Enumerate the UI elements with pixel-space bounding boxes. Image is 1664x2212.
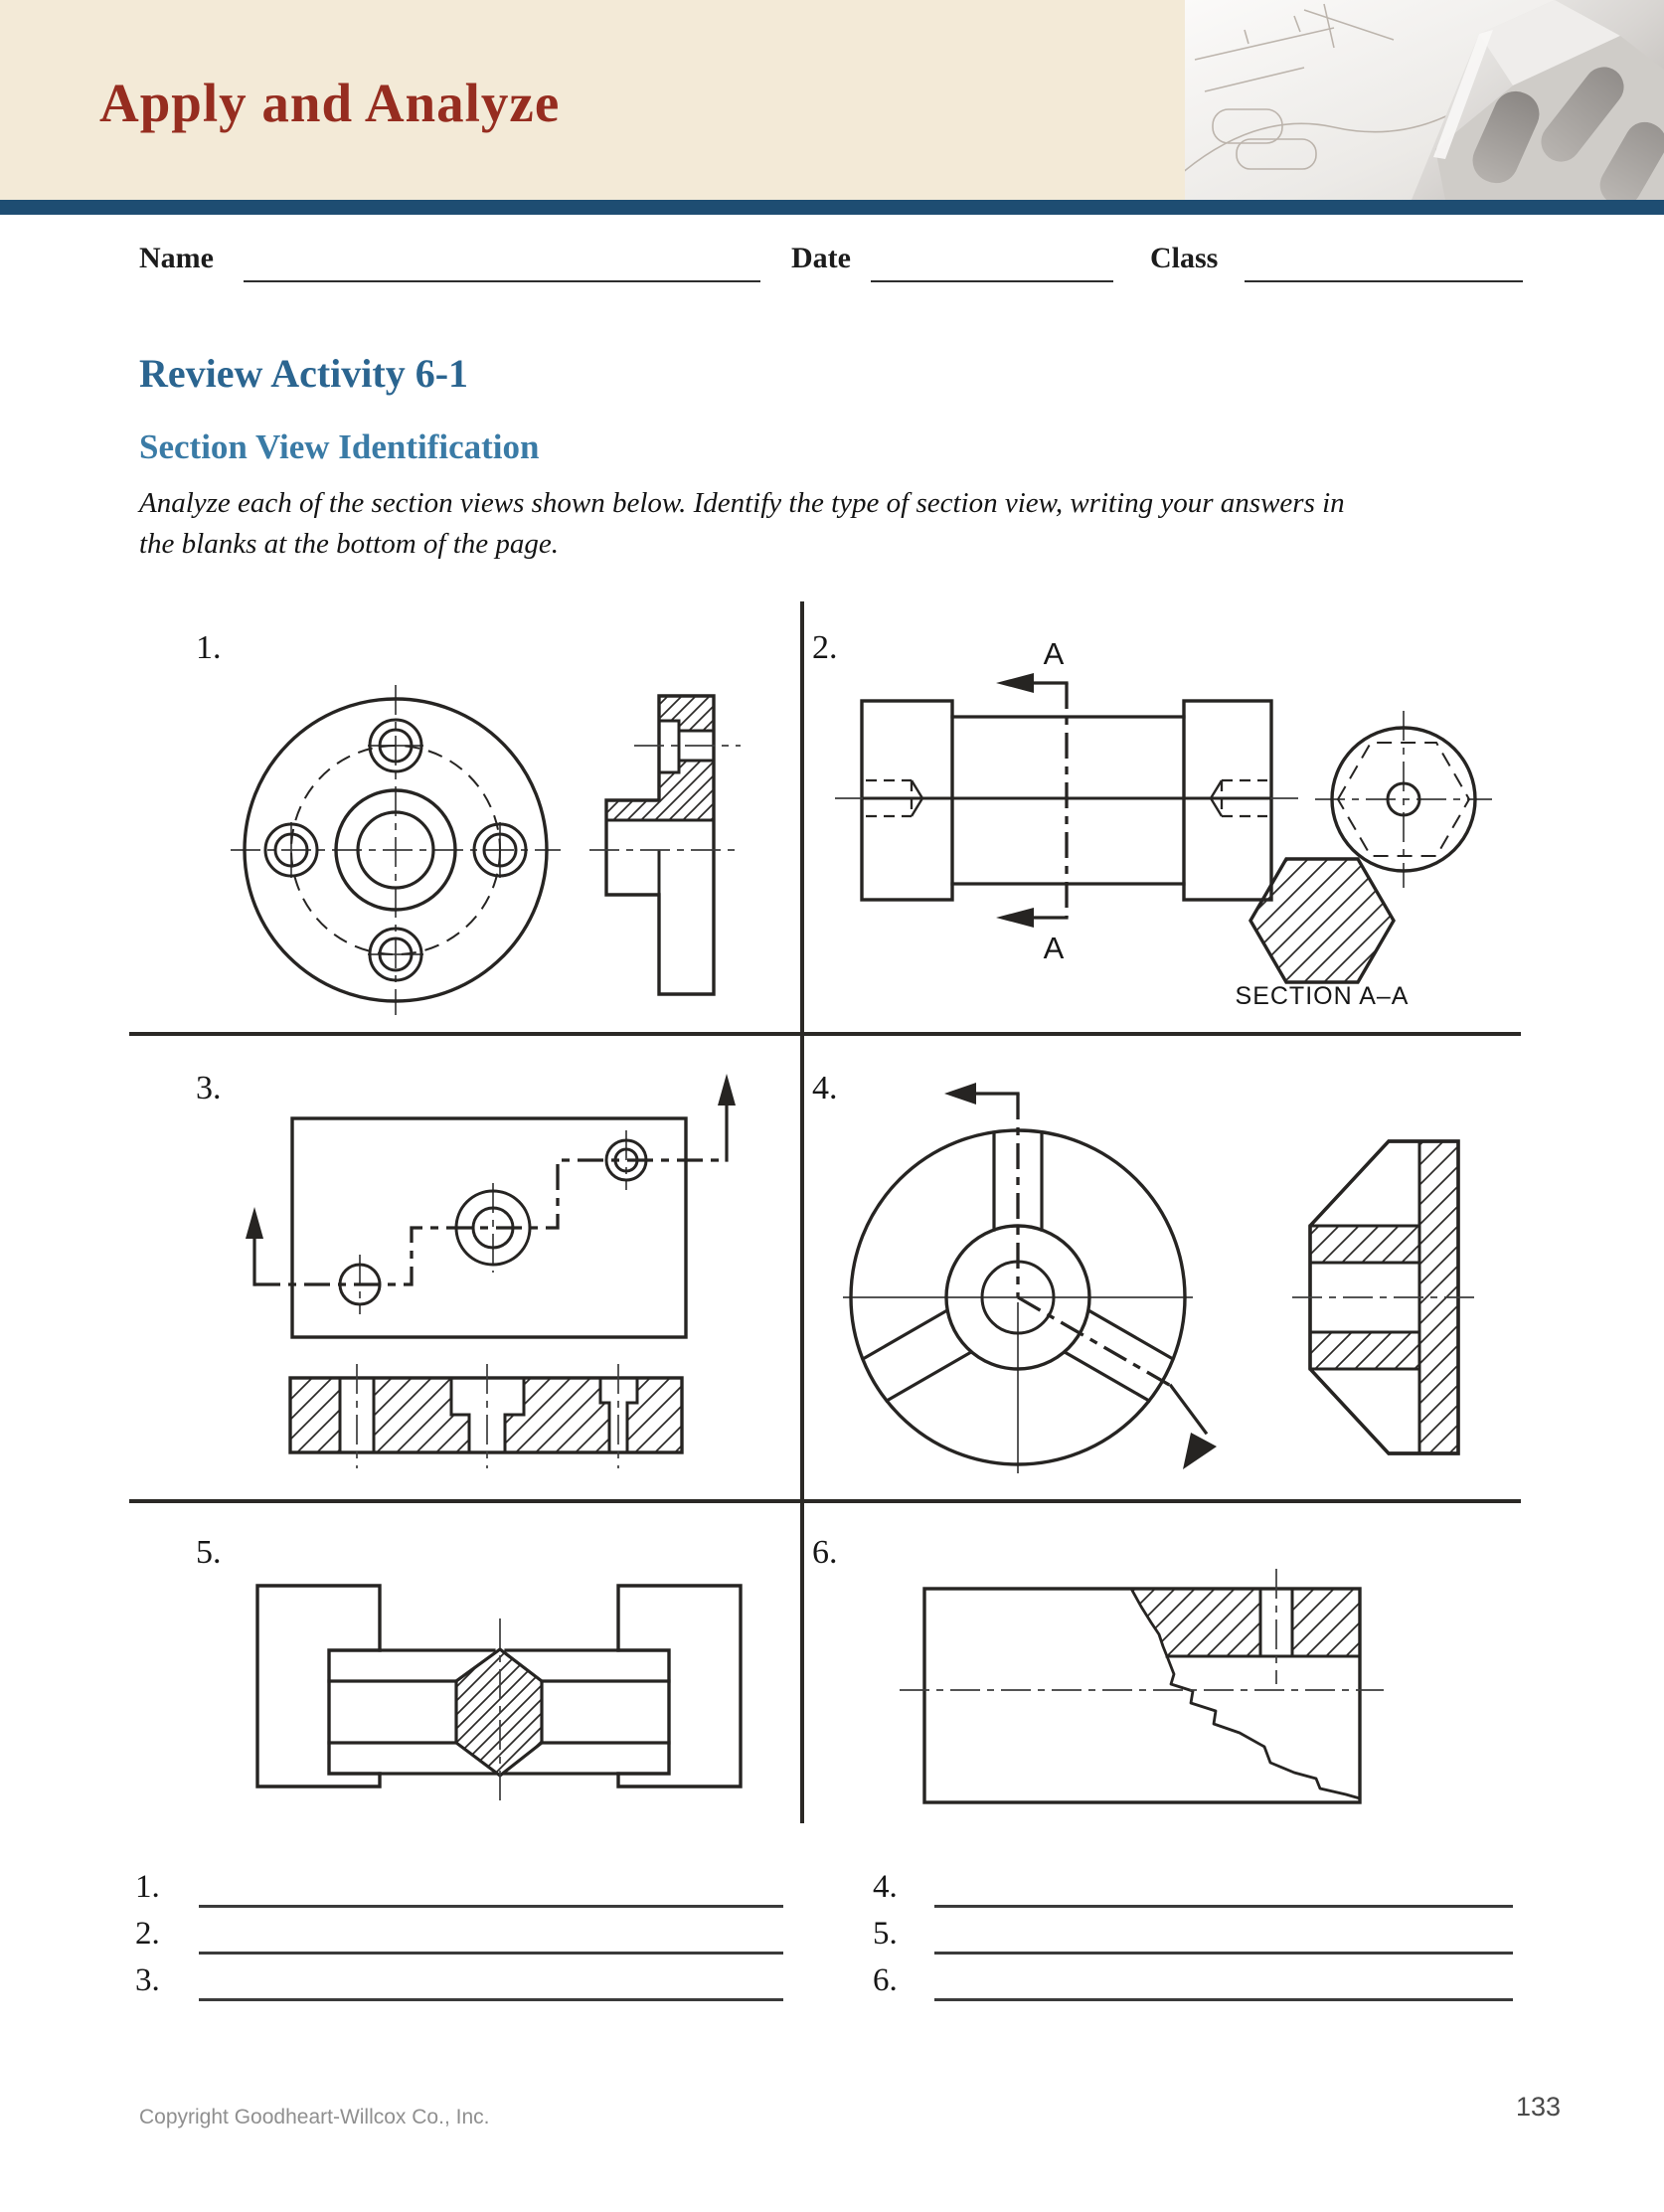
section-hexagon xyxy=(1250,859,1394,982)
cutting-plane-arrow xyxy=(246,1207,263,1239)
figure-2-number: 2. xyxy=(812,629,838,666)
answer-blank-4 xyxy=(934,1905,1513,1908)
bolt-circle xyxy=(291,746,500,954)
spokes xyxy=(863,1132,1173,1401)
hole-opening xyxy=(1260,1589,1292,1656)
header-photo-machined-part xyxy=(1185,0,1664,200)
hatch-area xyxy=(1310,1332,1419,1369)
page-number: 133 xyxy=(1515,2092,1561,2122)
name-blank-line xyxy=(244,280,760,282)
offset-cutting-plane-line xyxy=(246,1074,736,1284)
answer-blank-3 xyxy=(199,1998,783,2001)
right-end-block xyxy=(618,1586,741,1787)
cutting-plane-line-AA xyxy=(996,636,1067,965)
figure-3-number: 3. xyxy=(196,1070,222,1106)
header-divider-bar xyxy=(0,200,1664,215)
cutting-plane-arrow xyxy=(996,908,1034,928)
answer-blank-1 xyxy=(199,1905,783,1908)
figure-4-number: 4. xyxy=(812,1070,838,1106)
cutting-plane-arrow xyxy=(718,1074,736,1106)
figure-1 xyxy=(196,629,741,1015)
aligned-cutting-plane-line xyxy=(944,1083,1217,1469)
cutting-plane-arrow xyxy=(1183,1433,1217,1469)
figure-2 xyxy=(812,629,1492,1010)
figure-2-end-view xyxy=(1315,711,1492,888)
answer-number-6: 6. xyxy=(873,1962,898,1998)
figure-5-number: 5. xyxy=(196,1534,222,1571)
hatch-area xyxy=(1419,1141,1458,1453)
figure-2-front-view xyxy=(835,636,1298,965)
hatch-area xyxy=(659,696,714,731)
class-label: Class xyxy=(1150,242,1219,274)
part-outline xyxy=(924,1589,1360,1802)
instructions xyxy=(139,483,1531,565)
activity-subtitle: Section View Identification xyxy=(139,427,540,466)
cutting-letter-bottom: A xyxy=(1043,931,1065,965)
bolt-holes xyxy=(265,720,526,980)
instructions-line-1: Analyze each of the section views shown below. Identify the type of section view, writing your answers in xyxy=(139,487,1345,519)
figure-2-removed-section xyxy=(1236,859,1410,1010)
section-label: SECTION A–A xyxy=(1235,982,1410,1010)
panel-grid-lines xyxy=(129,601,1521,1823)
figure-1-number: 1. xyxy=(196,629,222,666)
date-label: Date xyxy=(791,242,851,274)
figure-1-section-side-view xyxy=(589,696,741,994)
left-end-block xyxy=(257,1586,380,1787)
figure-3-top-view xyxy=(246,1074,736,1337)
answer-number-4: 4. xyxy=(873,1869,898,1905)
answer-number-1: 1. xyxy=(135,1869,160,1905)
answer-blank-6 xyxy=(934,1998,1513,2001)
connecting-arm-lines xyxy=(329,1650,669,1774)
cutting-letter-top: A xyxy=(1043,636,1065,671)
answer-number-3: 3. xyxy=(135,1962,160,1998)
activity-title: Review Activity 6-1 xyxy=(139,351,469,396)
answer-number-2: 2. xyxy=(135,1916,160,1952)
copyright-text: Copyright Goodheart-Willcox Co., Inc. xyxy=(139,2106,490,2128)
hidden-hexagon xyxy=(1338,743,1469,856)
break-line xyxy=(1131,1589,1360,1798)
cutting-plane-arrow xyxy=(944,1083,976,1105)
hatch-area xyxy=(1310,1226,1419,1263)
answer-blank-2 xyxy=(199,1952,783,1955)
figure-1-front-view xyxy=(231,685,561,1015)
figure-4-front-view xyxy=(843,1083,1217,1473)
instructions-line-2: the blanks at the bottom of the page. xyxy=(139,528,560,560)
hatch-area xyxy=(290,1378,682,1452)
revolved-section-hexagon xyxy=(456,1649,542,1776)
answer-blank-5 xyxy=(934,1952,1513,1955)
hidden-drilled-holes xyxy=(866,780,1267,816)
hatch-area xyxy=(606,761,714,820)
figure-4-section-side-view xyxy=(1292,1141,1478,1453)
hatch-area xyxy=(1131,1589,1360,1656)
cutting-plane-arrow xyxy=(996,673,1034,693)
date-blank-line xyxy=(871,280,1113,282)
page-title: Apply and Analyze xyxy=(99,73,561,133)
hole-openings xyxy=(340,1378,637,1452)
class-blank-line xyxy=(1245,280,1523,282)
figure-4 xyxy=(812,1070,1478,1473)
name-label: Name xyxy=(139,242,214,274)
figure-6 xyxy=(812,1534,1384,1802)
answer-number-5: 5. xyxy=(873,1916,898,1952)
figure-6-number: 6. xyxy=(812,1534,838,1571)
figure-3-section-view xyxy=(290,1364,682,1468)
figure-5 xyxy=(196,1534,741,1805)
figure-3 xyxy=(196,1070,736,1468)
